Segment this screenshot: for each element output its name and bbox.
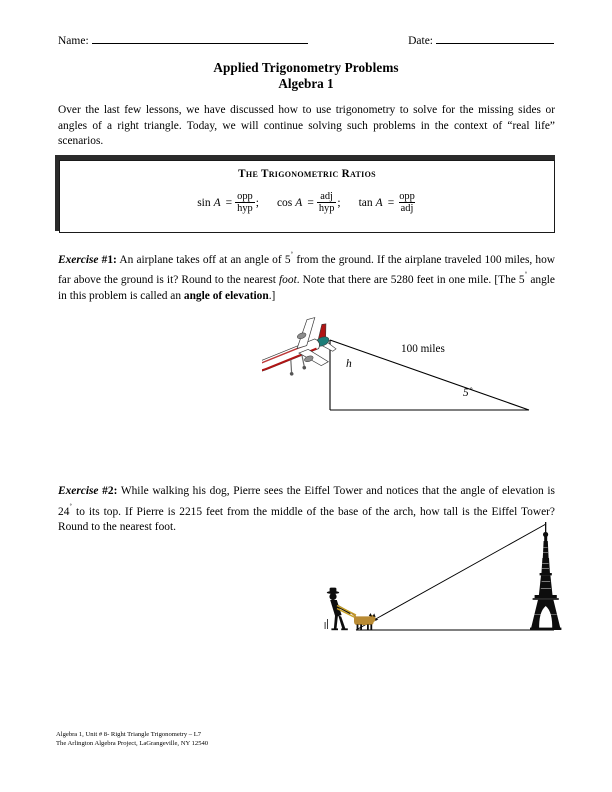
tan-denominator: adj <box>400 203 414 215</box>
tan-function-name: tan <box>358 196 373 209</box>
tan-equals: = <box>387 196 395 209</box>
date-label: Date: <box>408 35 433 47</box>
line-of-sight <box>356 524 546 630</box>
exercise-1 <box>58 248 555 304</box>
cos-function-name: cos <box>276 196 293 209</box>
tan-angle-var: A <box>375 196 383 209</box>
cos-numerator: adj <box>320 191 333 202</box>
page-title: Applied Trigonometry Problems <box>213 60 399 75</box>
exercise-1-text-c: . Note that there are 5280 feet in one mile. [The 5 <box>296 274 525 287</box>
tan-numerator: opp <box>399 191 415 202</box>
airplane-diagram <box>262 300 562 420</box>
exercise-1-text-e: .] <box>268 289 276 302</box>
page-footer <box>56 731 208 748</box>
airplane-icon <box>262 314 340 394</box>
exercise-2-text-a: While walking his dog, Pierre sees the Eiffel Tower and notices that the angle of elevation is 24 <box>58 485 555 518</box>
sin-separator: ; <box>255 196 259 209</box>
exercise-1-text-b: from the ground. If the airplane traveled 100 miles, how far above the ground is it? Round to the nearest <box>58 253 555 287</box>
formula-tan <box>359 191 417 214</box>
intro-paragraph: Over the last few lessons, we have discussed how to use trigonometry to solve for the missing sides or angles of a right triangle. Today, we will continue solving such problems in the context of “real life” scenarios. <box>58 104 555 148</box>
exercise-2-degree: ˚ <box>69 502 73 512</box>
cos-angle-var: A <box>295 196 303 209</box>
tan-fraction <box>397 191 417 214</box>
student-header <box>58 32 554 50</box>
footer-line-2: The Arlington Algebra Project, LaGrangeville, NY 12540 <box>56 739 209 747</box>
sin-denominator: hyp <box>237 203 253 215</box>
footer-line-1: Algebra 1, Unit # 8- Right Triangle Trigonometry – L7 <box>56 731 202 738</box>
exercise-2-text-b: to its top. If Pierre is 2215 feet from the middle of the base of the arch, how tall is the Eiffel Tower? Round to the nearest foot. <box>58 505 555 533</box>
hypotenuse-label: 100 miles <box>401 343 445 355</box>
box-title: The Trigonometric Ratios <box>238 168 376 180</box>
name-input-line[interactable] <box>92 32 308 44</box>
trig-ratios-box <box>55 155 557 233</box>
sightline-triangle <box>356 524 554 630</box>
height-label: h <box>346 358 352 370</box>
man-walking-dog-icon <box>325 588 379 631</box>
exercise-1-number: #1: <box>101 253 117 266</box>
date-group <box>408 32 554 47</box>
formula-sin <box>197 191 259 214</box>
eiffel-diagram-svg <box>312 518 587 640</box>
exercise-1-degree-2: ˚ <box>524 271 528 281</box>
angle-label: 5˚ <box>463 387 473 399</box>
cos-denominator: hyp <box>318 203 335 215</box>
sin-fraction <box>235 191 255 214</box>
sin-numerator: opp <box>237 191 253 202</box>
name-label: Name: <box>58 35 89 47</box>
airplane-diagram-svg <box>262 300 562 420</box>
exercise-2-number: #2: <box>102 485 118 497</box>
cos-fraction <box>317 191 337 214</box>
date-input-line[interactable] <box>436 32 554 44</box>
cos-separator: ; <box>337 196 341 209</box>
eiffel-tower-diagram <box>312 518 587 640</box>
exercise-2-label: Exercise <box>58 485 99 497</box>
formula-cos <box>277 191 341 214</box>
exercise-1-bold-phrase: angle of elevation <box>183 289 269 302</box>
exercise-1-italic-foot: foot <box>279 274 297 287</box>
exercise-1-label: Exercise <box>58 253 99 266</box>
sin-equals: = <box>225 196 233 209</box>
exercise-1-degree-1: ˚ <box>290 251 294 260</box>
cos-equals: = <box>307 196 314 209</box>
dog-figure <box>351 613 378 630</box>
exercise-1-text-a: An airplane takes off at an angle of 5 <box>119 253 291 266</box>
sin-angle-var: A <box>213 196 221 209</box>
formula-row <box>60 191 554 214</box>
page-subtitle: Algebra 1 <box>278 76 334 91</box>
eiffel-tower-icon <box>530 522 561 630</box>
sin-function-name: sin <box>197 196 211 209</box>
exercise-1-text-d: angle in this problem is called an <box>58 274 555 302</box>
box-body <box>59 160 555 233</box>
